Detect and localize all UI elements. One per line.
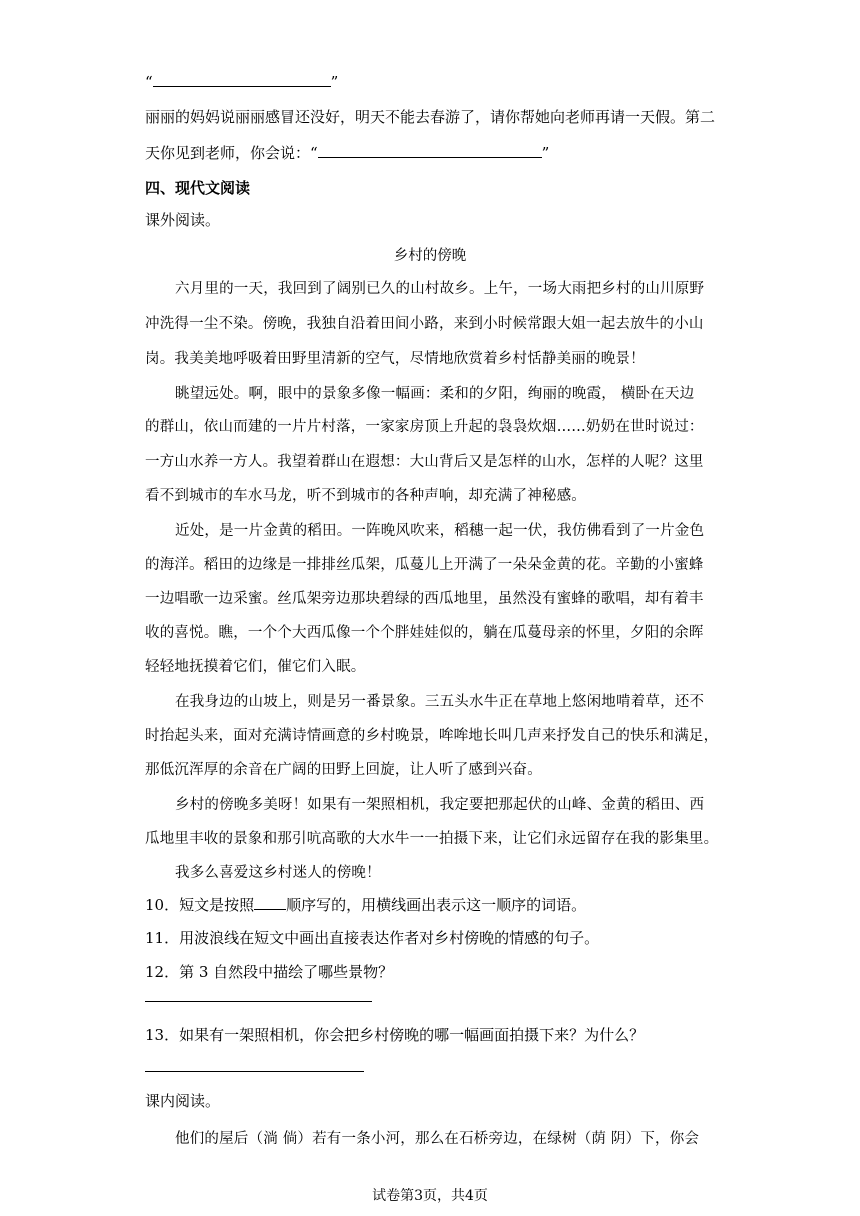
passage-line: 乡村的傍晚多美呀！如果有一架照相机，我定要把那起伏的山峰、金黄的稻田、西 bbox=[175, 797, 705, 813]
sub-heading: 课外阅读。 bbox=[145, 211, 221, 229]
passage-line: 轻轻地抚摸着它们，催它们入眠。 bbox=[145, 659, 366, 675]
passage-line: 岗。我美美地呼吸着田野里清新的空气，尽情地欣赏着乡村恬静美丽的晚景！ bbox=[145, 351, 645, 367]
passage-line: 一方山水养一方人。我望着群山在遐想：大山背后又是怎样的山水，怎样的人呢？这里 bbox=[145, 454, 704, 470]
page-footer: 试卷第3页，共4页 bbox=[372, 1188, 488, 1204]
answer-blank[interactable] bbox=[318, 143, 542, 158]
question-10 bbox=[145, 894, 586, 915]
answer-blank[interactable] bbox=[254, 895, 286, 910]
question-12: 12．第 3 自然段中描绘了哪些景物？ bbox=[145, 963, 394, 981]
passage-line: 瓜地里丰收的景象和那引吭高歌的大水牛一一拍摄下来，让它们永远留存在我的影集里。 bbox=[145, 831, 719, 847]
question-13-answer-line[interactable] bbox=[145, 1071, 364, 1072]
passage-line: 冲洗得一尘不染。傍晚，我独自沿着田间小路，来到小时候常跟大姐一起去放牛的小山 bbox=[145, 316, 704, 332]
passage-line: 收的喜悦。瞧，一个个大西瓜像一个个胖娃娃似的，躺在瓜蔓母亲的怀里，夕阳的余晖 bbox=[145, 625, 704, 641]
passage-line: 时抬起头来，面对充满诗情画意的乡村晚景，哞哞地长叫几声来抒发自己的快乐和满足， bbox=[145, 728, 719, 744]
quote-close: ” bbox=[330, 73, 339, 91]
passage-line: 六月里的一天，我回到了阔别已久的山村故乡。上午，一场大雨把乡村的山川原野 bbox=[175, 281, 705, 297]
passage-line: 一边唱歌一边采蜜。丝瓜架旁边那块碧绿的西瓜地里，虽然没有蜜蜂的歌唱，却有着丰 bbox=[145, 591, 704, 607]
question-paragraph-line-1: 丽丽的妈妈说丽丽感冒还没好，明天不能去春游了，请你帮她向老师再请一天假。第二 bbox=[145, 108, 716, 126]
passage-line: 的海洋。稻田的边缘是一排排丝瓜架，瓜蔓儿上开满了一朵朵金黄的花。辛勤的小蜜蜂 bbox=[145, 557, 704, 573]
quote-answer-line bbox=[145, 72, 338, 91]
question-paragraph-prefix: 天你见到老师，你会说：“ bbox=[145, 144, 318, 162]
passage-title: 乡村的傍晚 bbox=[393, 248, 467, 264]
passage-line: 在我身边的山坡上，则是另一番景象。三五头水牛正在草地上悠闲地啃着草，还不 bbox=[175, 694, 705, 710]
answer-blank[interactable] bbox=[153, 72, 331, 87]
question-13: 13．如果有一架照相机，你会把乡村傍晚的哪一幅画面拍摄下来？为什么？ bbox=[145, 1026, 645, 1044]
question-10-suffix: 顺序写的，用横线画出表示这一顺序的词语。 bbox=[286, 896, 587, 914]
quote-open: “ bbox=[145, 73, 153, 91]
passage-line: 的群山，依山而建的一片片村落，一家家房顶上升起的袅袅炊烟……奶奶在世时说过： bbox=[145, 419, 704, 435]
passage-line: 那低沉浑厚的余音在广阔的田野上回旋，让人听了感到兴奋。 bbox=[145, 762, 542, 778]
question-10-prefix: 10．短文是按照 bbox=[145, 896, 255, 914]
sub-heading-2: 课内阅读。 bbox=[145, 1092, 221, 1110]
passage-2-line: 他们的屋后（淌 倘）若有一条小河，那么在石桥旁边，在绿树（荫 阴）下，你会 bbox=[175, 1131, 700, 1147]
question-12-answer-line[interactable] bbox=[145, 1001, 372, 1002]
passage-line: 我多么喜爱这乡村迷人的傍晚！ bbox=[175, 865, 381, 881]
passage-line: 近处，是一片金黄的稻田。一阵晚风吹来，稻穗一起一伏，我仿佛看到了一片金色 bbox=[175, 523, 705, 539]
passage-line: 眺望远处。啊，眼中的景象多像一幅画：柔和的夕阳，绚丽的晚霞， 横卧在天边 bbox=[175, 386, 695, 402]
section-heading: 四、现代文阅读 bbox=[145, 179, 251, 197]
question-paragraph-suffix: ” bbox=[541, 144, 550, 162]
question-11: 11．用波浪线在短文中画出直接表达作者对乡村傍晚的情感的句子。 bbox=[145, 929, 600, 947]
question-paragraph-line-2 bbox=[145, 142, 549, 163]
passage-line: 看不到城市的车水马龙，听不到城市的各种声响，却充满了神秘感。 bbox=[145, 488, 586, 504]
